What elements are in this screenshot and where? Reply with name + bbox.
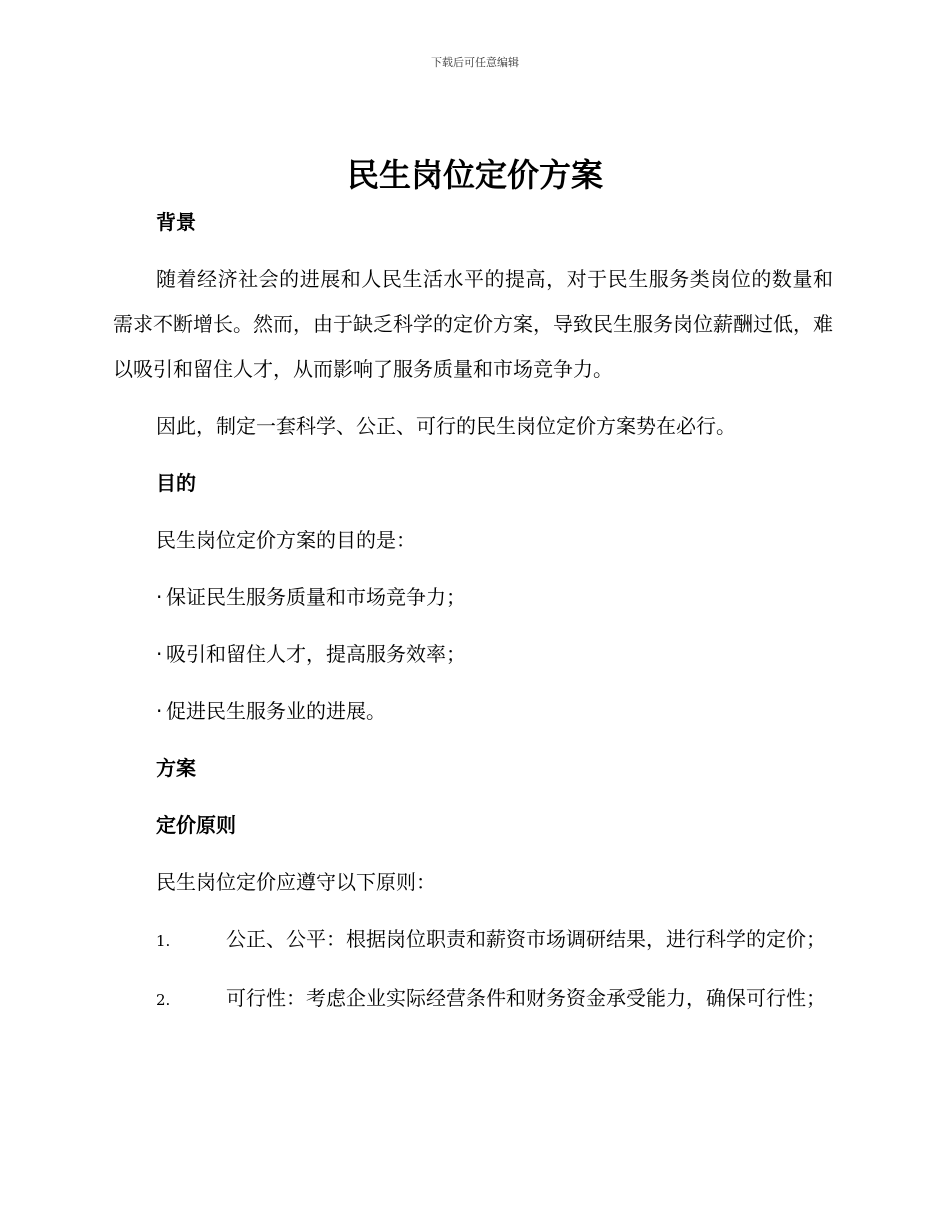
section-heading-purpose: 目的 bbox=[156, 471, 196, 495]
bullet-mark: · bbox=[156, 642, 163, 666]
list-item-text: 可行性：考虑企业实际经营条件和财务资金承受能力，确保可行性； bbox=[226, 986, 826, 1010]
purpose-bullet-item bbox=[113, 575, 833, 620]
header-note: 下载后可任意编辑 bbox=[431, 56, 519, 69]
list-item-text: 公正、公平：根据岗位职责和薪资市场调研结果，进行科学的定价； bbox=[226, 927, 826, 951]
purpose-bullet-item bbox=[113, 632, 833, 677]
plan-intro: 民生岗位定价应遵守以下原则： bbox=[156, 870, 436, 894]
numbered-list-item bbox=[113, 976, 833, 1023]
list-number: 2. bbox=[156, 991, 171, 1009]
section-heading-background: 背景 bbox=[156, 210, 196, 234]
background-paragraph-2: 因此，制定一套科学、公正、可行的民生岗位定价方案势在必行。 bbox=[156, 414, 736, 438]
purpose-bullet-text: 保证民生服务质量和市场竞争力； bbox=[166, 585, 466, 609]
bullet-mark: · bbox=[156, 699, 163, 723]
purpose-bullet-text: 促进民生服务业的进展。 bbox=[166, 699, 386, 723]
purpose-bullet-item bbox=[113, 689, 833, 734]
section-heading-plan: 方案 bbox=[156, 756, 196, 780]
bullet-mark: · bbox=[156, 585, 163, 609]
purpose-bullet-text: 吸引和留住人才，提高服务效率； bbox=[166, 642, 466, 666]
background-paragraph-1: 随着经济社会的进展和人民生活水平的提高，对于民生服务类岗位的数量和需求不断增长。然而，由于缺乏科学的定价方案，导致民生服务岗位薪酬过低，难以吸引和留住人才，从而影响了服务质量和市场竞争力。 bbox=[113, 267, 833, 381]
numbered-list-item bbox=[113, 917, 833, 964]
subsection-heading-pricing-principles: 定价原则 bbox=[156, 813, 236, 837]
document-title: 民生岗位定价方案 bbox=[346, 156, 603, 194]
list-number: 1. bbox=[156, 932, 171, 950]
purpose-intro: 民生岗位定价方案的目的是： bbox=[156, 528, 416, 552]
document-body bbox=[113, 200, 833, 1035]
